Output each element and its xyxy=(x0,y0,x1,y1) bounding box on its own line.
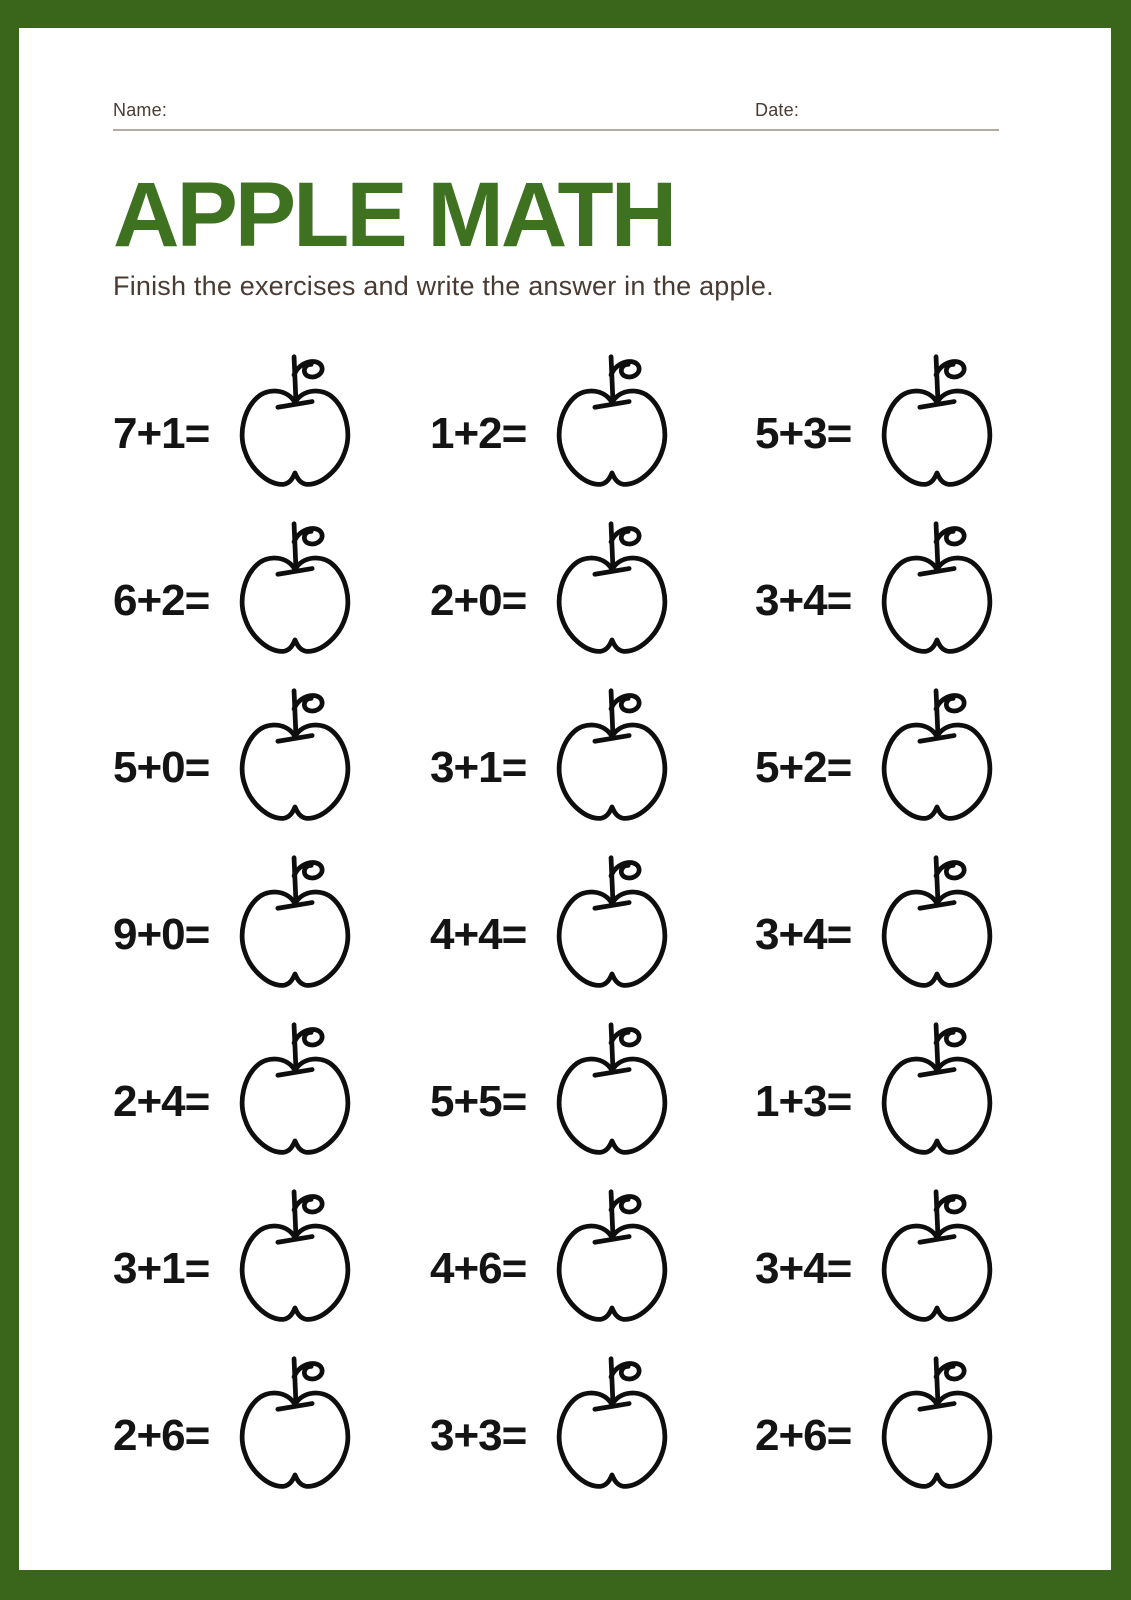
name-date-row xyxy=(113,100,999,122)
apple-answer-box-icon[interactable] xyxy=(550,1355,674,1493)
problem-cell xyxy=(430,672,755,839)
worksheet-title: APPLE MATH xyxy=(113,164,675,266)
problem-text: 7+1= xyxy=(113,408,210,458)
problem-text: 1+2= xyxy=(430,408,527,458)
problem-text: 3+4= xyxy=(755,909,852,959)
apple-answer-box-icon[interactable] xyxy=(875,1021,999,1159)
problem-cell xyxy=(113,1173,430,1340)
problem-text: 3+3= xyxy=(430,1410,527,1460)
apple-answer-box-icon[interactable] xyxy=(233,687,357,825)
problem-cell xyxy=(113,505,430,672)
apple-answer-box-icon[interactable] xyxy=(550,353,674,491)
name-label: Name: xyxy=(113,100,168,120)
apple-answer-box-icon[interactable] xyxy=(233,520,357,658)
problem-text: 3+1= xyxy=(430,742,527,792)
apple-answer-box-icon[interactable] xyxy=(233,1188,357,1326)
problem-cell xyxy=(755,1006,999,1173)
apple-answer-box-icon[interactable] xyxy=(875,353,999,491)
problem-text: 1+3= xyxy=(755,1076,852,1126)
problem-cell xyxy=(113,338,430,505)
apple-answer-box-icon[interactable] xyxy=(550,520,674,658)
problem-text: 6+2= xyxy=(113,575,210,625)
apple-answer-box-icon[interactable] xyxy=(233,1021,357,1159)
problem-cell xyxy=(755,839,999,1006)
problem-cell xyxy=(430,1173,755,1340)
apple-answer-box-icon[interactable] xyxy=(550,687,674,825)
apple-answer-box-icon[interactable] xyxy=(550,854,674,992)
problem-cell xyxy=(113,1340,430,1507)
apple-answer-box-icon[interactable] xyxy=(233,854,357,992)
apple-answer-box-icon[interactable] xyxy=(550,1188,674,1326)
worksheet-instructions: Finish the exercises and write the answer in the apple. xyxy=(113,271,774,301)
problem-cell xyxy=(755,338,999,505)
problem-text: 2+6= xyxy=(113,1410,210,1460)
apple-answer-box-icon[interactable] xyxy=(875,854,999,992)
apple-answer-box-icon[interactable] xyxy=(233,1355,357,1493)
worksheet-content xyxy=(19,28,1111,1570)
apple-answer-box-icon[interactable] xyxy=(875,1188,999,1326)
problem-text: 2+4= xyxy=(113,1076,210,1126)
problem-text: 5+2= xyxy=(755,742,852,792)
problem-text: 3+4= xyxy=(755,575,852,625)
problems-grid xyxy=(113,338,999,1507)
apple-answer-box-icon[interactable] xyxy=(550,1021,674,1159)
problem-text: 3+1= xyxy=(113,1243,210,1293)
problem-cell xyxy=(430,505,755,672)
problem-cell xyxy=(755,1173,999,1340)
problem-text: 4+4= xyxy=(430,909,527,959)
problem-cell xyxy=(430,338,755,505)
problem-cell xyxy=(113,1006,430,1173)
problem-cell xyxy=(430,1006,755,1173)
date-label: Date: xyxy=(755,100,800,120)
problem-text: 9+0= xyxy=(113,909,210,959)
problem-text: 5+3= xyxy=(755,408,852,458)
problem-cell xyxy=(755,505,999,672)
apple-answer-box-icon[interactable] xyxy=(875,1355,999,1493)
problem-text: 5+0= xyxy=(113,742,210,792)
problem-cell xyxy=(430,839,755,1006)
problem-text: 3+4= xyxy=(755,1243,852,1293)
problem-cell xyxy=(755,1340,999,1507)
problem-text: 2+0= xyxy=(430,575,527,625)
apple-answer-box-icon[interactable] xyxy=(875,520,999,658)
apple-answer-box-icon[interactable] xyxy=(233,353,357,491)
problem-text: 5+5= xyxy=(430,1076,527,1126)
problem-cell xyxy=(113,839,430,1006)
problem-cell xyxy=(430,1340,755,1507)
apple-answer-box-icon[interactable] xyxy=(875,687,999,825)
problem-text: 2+6= xyxy=(755,1410,852,1460)
problem-text: 4+6= xyxy=(430,1243,527,1293)
name-date-fill-in-line[interactable] xyxy=(113,129,999,131)
problem-cell xyxy=(755,672,999,839)
problem-cell xyxy=(113,672,430,839)
